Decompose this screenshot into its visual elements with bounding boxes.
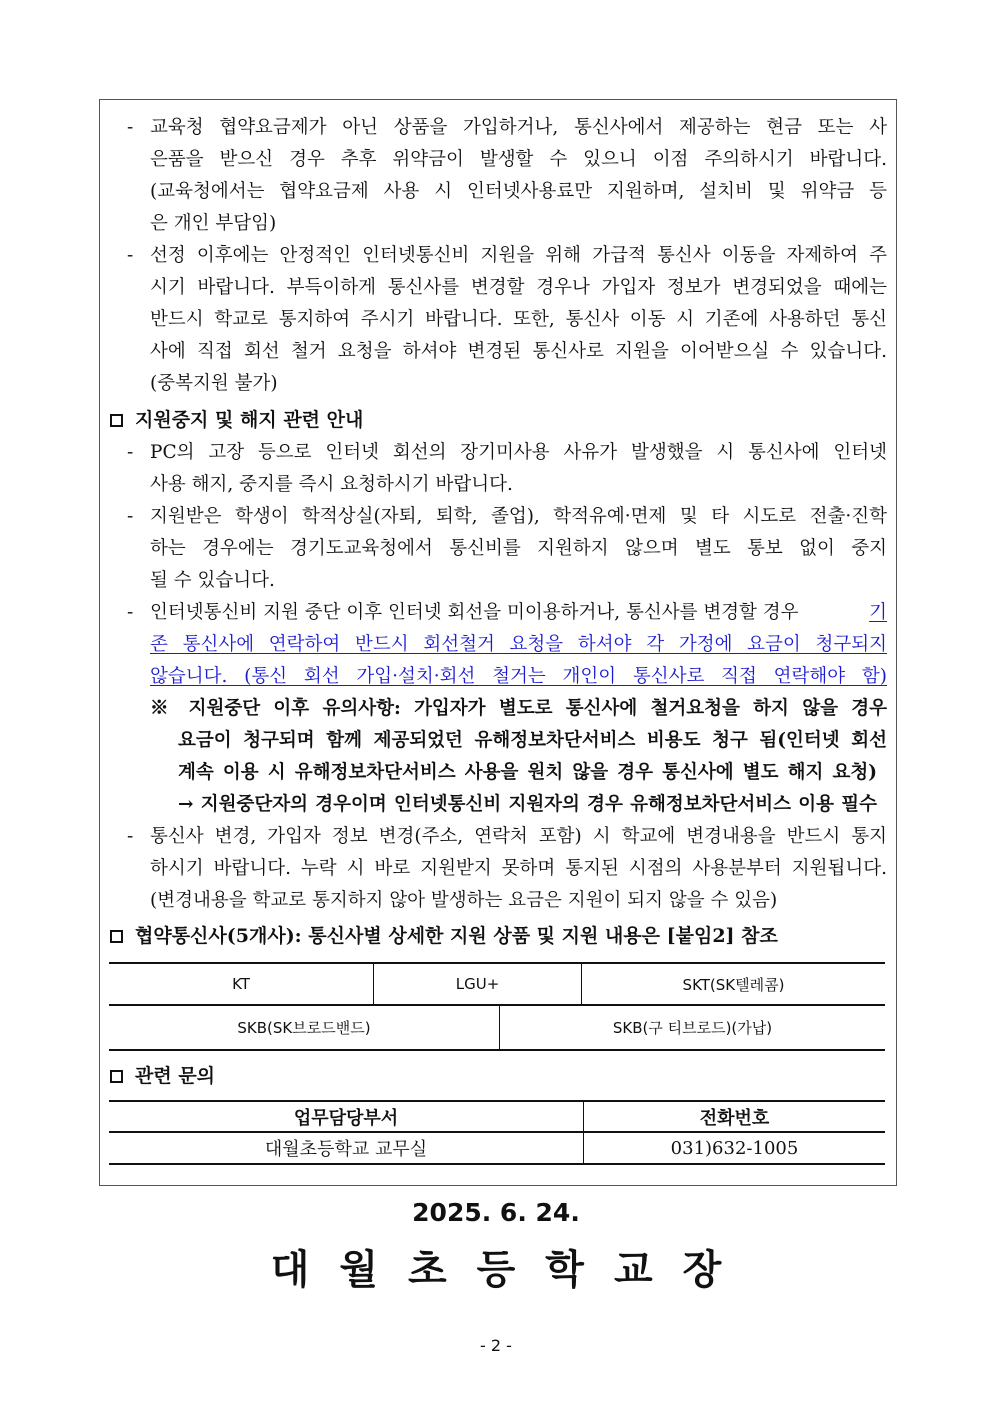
text-line: (변경내용을 학교로 통지하지 않아 발생하는 요금은 지원이 되지 않을 수 있음) [150, 890, 778, 911]
text-highlight: 않습니다. (통신 회선 가입·설치·회선 철거는 개인이 통신사로 직접 연락해야 함) [150, 666, 887, 687]
table-cell: 031)632-1005 [670, 1137, 799, 1159]
carrier-cell: KT [109, 963, 374, 1005]
bullet-dash: - [127, 506, 134, 527]
section-heading: 지원중지 및 해지 관련 안내 [110, 404, 363, 436]
text-line: (교육청에서는 협약요금제 사용 시 인터넷사용료만 지원하며, 설치비 및 위약금 등 [150, 181, 887, 202]
carrier-cell: LGU+ [374, 963, 582, 1005]
text-line: 사에 직접 회선 철거 요청을 하셔야 변경된 통신사로 지원을 이어받으실 수 있습니다. [150, 341, 887, 362]
table-cell: 대월초등학교 교무실 [109, 1132, 584, 1164]
checkbox-square-icon [110, 930, 123, 943]
bullet-dash: - [127, 826, 134, 847]
text-highlight: 기 [869, 602, 887, 623]
text-line: 교육청 협약요금제가 아닌 상품을 가입하거나, 통신사에서 제공하는 현금 또는 사 [150, 117, 887, 138]
text-line: 은 개인 부담임) [150, 213, 277, 234]
note-line: ※ 지원중단 이후 유의사항: 가입자가 별도로 통신사에 철거요청을 하지 않을 경우 [150, 698, 887, 719]
text-line: 될 수 있습니다. [150, 570, 275, 591]
bullet-dash: - [127, 442, 134, 463]
signature-title: 대월초등학교장 [270, 1247, 752, 1293]
document-date: 2025. 6. 24. [412, 1198, 580, 1227]
text-line: 하시기 바랍니다. 누락 시 바로 지원받지 못하며 통지된 시점의 사용분부터 지원됩니다. [150, 858, 887, 879]
text-line: PC의 고장 등으로 인터넷 회선의 장기미사용 사유가 발생했을 시 통신사에 인터넷 [150, 442, 887, 463]
text-line: (중복지원 불가) [150, 373, 278, 394]
text-line: 은품을 받으신 경우 추후 위약금이 발생할 수 있으니 이점 주의하시기 바랍니다. [150, 149, 887, 170]
text-line: 시기 바랍니다. 부득이하게 통신사를 변경할 경우나 가입자 정보가 변경되었을 때에는 [150, 277, 887, 298]
contact-table [109, 1100, 885, 1165]
text-line: 하는 경우에는 경기도교육청에서 통신비를 지원하지 않으며 별도 통보 없이 중지 [150, 538, 887, 559]
page-number: - 2 - [480, 1336, 512, 1355]
text-line [150, 597, 887, 629]
bullet-dash: - [127, 602, 134, 623]
checkbox-square-icon [110, 414, 123, 427]
carriers-table [109, 962, 885, 1006]
table-header: 업무담당부서 [109, 1101, 584, 1132]
text-plain: 인터넷통신비 지원 중단 이후 인터넷 회선을 미이용하거나, 통신사를 변경할 경우 [150, 602, 799, 623]
carriers-table-row2 [109, 1006, 885, 1051]
text-highlight: 존 통신사에 연락하여 반드시 회선철거 요청을 하셔야 각 가정에 요금이 청구되지 [150, 634, 887, 655]
note-line: → 지원중단자의 경우이며 인터넷통신비 지원자의 경우 유해정보차단서비스 이용 필수 [178, 794, 877, 815]
bullet-dash: - [127, 245, 134, 266]
checkbox-square-icon [110, 1070, 123, 1083]
carrier-cell: SKB(구 티브로드)(가납) [612, 1019, 773, 1037]
text-line: 사용 해지, 중지를 즉시 요청하시기 바랍니다. [150, 474, 513, 495]
section-heading: 협약통신사(5개사): 통신사별 상세한 지원 상품 및 지원 내용은 [붙임2] 참조 [110, 920, 778, 952]
note-line: 계속 이용 시 유해정보차단서비스 사용을 원치 않을 경우 통신사에 별도 해지 요청) [178, 762, 877, 783]
text-line: 지원받은 학생이 학적상실(자퇴, 퇴학, 졸업), 학적유예·면제 및 타 시도로 전출·진학 [150, 506, 887, 527]
table-header: 전화번호 [584, 1101, 886, 1132]
note-line: 요금이 청구되며 함께 제공되었던 유해정보차단서비스 비용도 청구 됨(인터넷 회선 [178, 730, 887, 751]
bullet-dash: - [127, 117, 134, 138]
section-heading: 관련 문의 [110, 1060, 215, 1092]
text-line: 통신사 변경, 가입자 정보 변경(주소, 연락처 포함) 시 학교에 변경내용을 반드시 통지 [150, 826, 887, 847]
text-line: 선정 이후에는 안정적인 인터넷통신비 지원을 위해 가급적 통신사 이동을 자제하여 주 [150, 245, 887, 266]
text-line: 반드시 학교로 통지하여 주시기 바랍니다. 또한, 통신사 이동 시 기존에 사용하던 통신 [150, 309, 887, 330]
carrier-cell: SKT(SK텔레콤) [582, 963, 886, 1005]
carrier-cell: SKB(SK브로드밴드) [109, 1006, 500, 1050]
